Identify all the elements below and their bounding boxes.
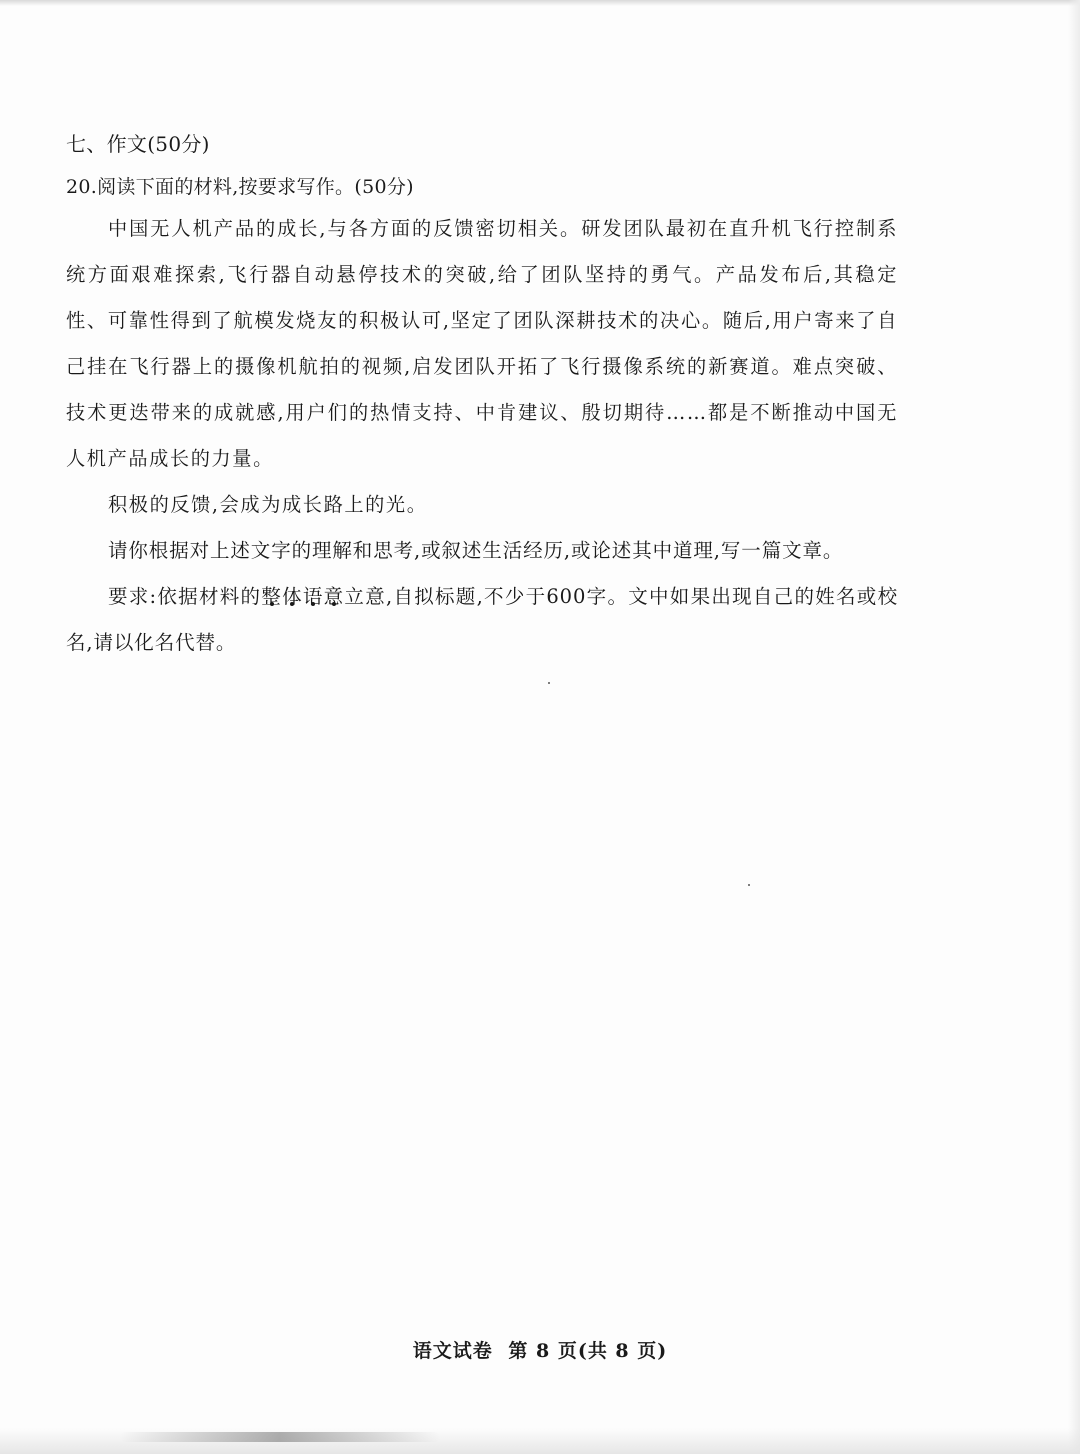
scan-smudge	[120, 1432, 440, 1442]
emphasis-char: 体	[282, 585, 303, 608]
requirements-suffix: 立意,自拟标题,不少于600字。文中如果出现自己的姓名或校名,请以化名代替。	[66, 585, 898, 654]
scan-edge	[0, 0, 1080, 6]
footer-page-number: 第 8 页(共 8 页)	[508, 1340, 668, 1362]
footer-subject: 语文试卷	[412, 1340, 493, 1362]
question-prompt: 20.阅读下面的材料,按要求写作。(50分)	[66, 176, 414, 198]
scan-edge	[1068, 0, 1080, 1454]
requirements-prefix: 要求:依据材料的	[108, 585, 262, 608]
material-paragraph: 积极的反馈,会成为成长路上的光。	[108, 493, 428, 516]
writing-requirements	[66, 574, 898, 666]
writing-task: 请你根据对上述文字的理解和思考,或叙述生活经历,或论述其中道理,写一篇文章。	[108, 539, 844, 562]
emphasis-char: 整	[261, 585, 283, 608]
scan-speck	[748, 884, 750, 886]
emphasis-char: 意	[323, 585, 345, 608]
scan-speck	[548, 682, 550, 684]
emphasis-char: 语	[302, 585, 324, 608]
section-title: 七、作文(50分)	[66, 132, 210, 156]
page-footer	[0, 1336, 1080, 1363]
material-paragraph: 中国无人机产品的成长,与各方面的反馈密切相关。研发团队最初在直升机飞行控制系统方面艰难探索,飞行器自动悬停技术的突破,给了团队坚持的勇气。产品发布后,其稳定性、可靠性得到了航模发烧友的积极认可,坚定了团队深耕技术的决心。随后,用户寄来了自己挂在飞行器上的摄像机航拍的视频,启发团队开拓了飞行摄像系统的新赛道。难点突破、技术更迭带来的成就感,用户们的热情支持、中肯建议、殷切期待……都是不断推动中国无人机产品成长的力量。	[66, 217, 898, 470]
